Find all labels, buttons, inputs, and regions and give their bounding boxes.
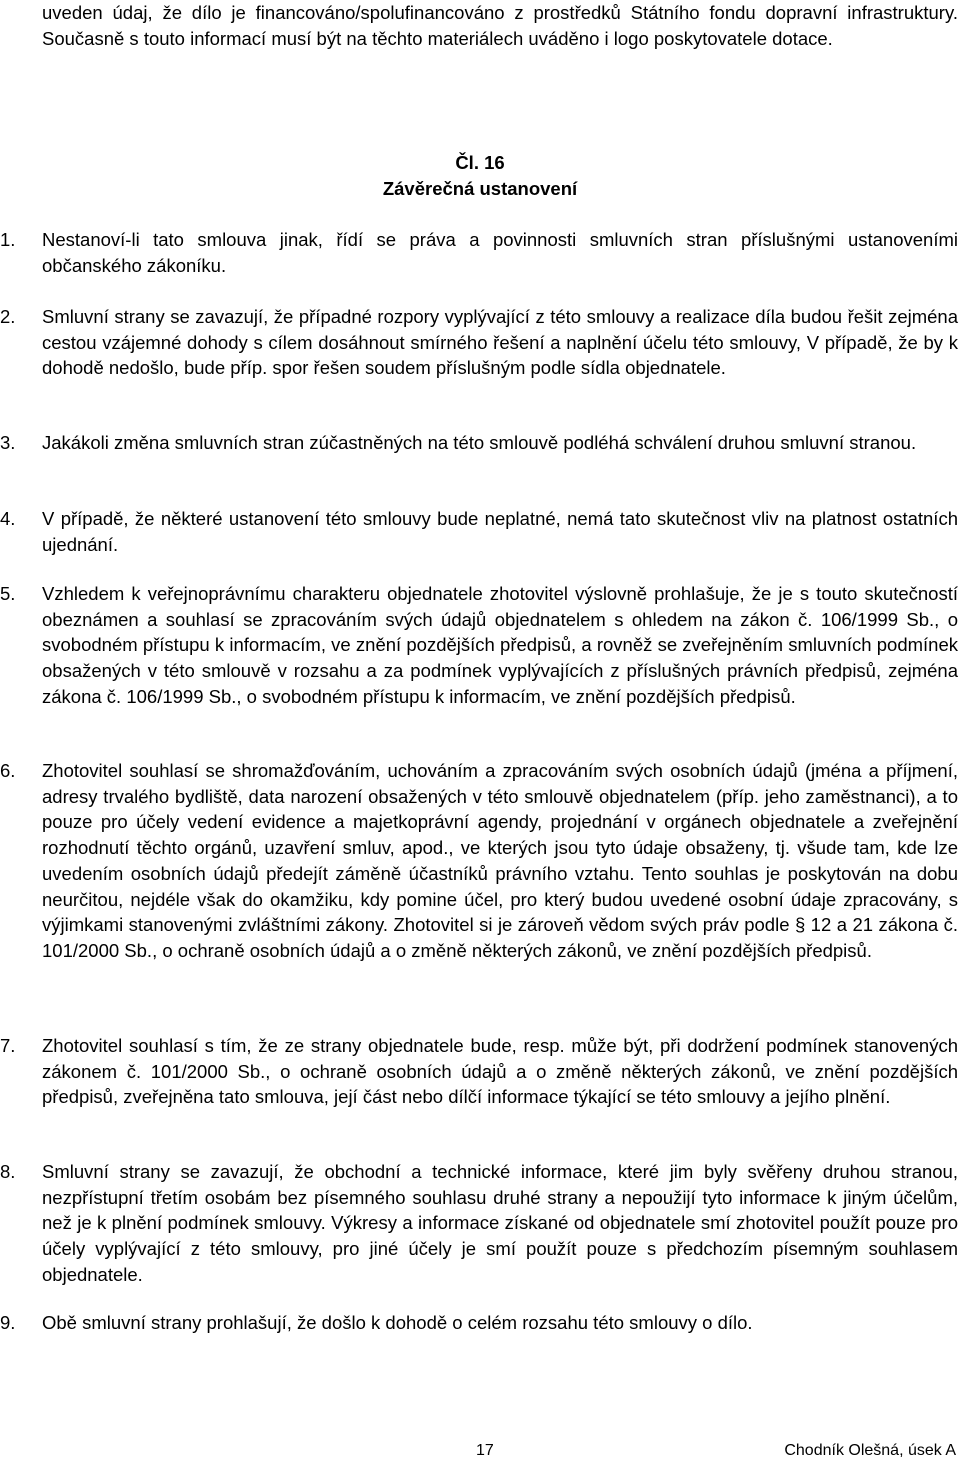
item-number: 2. (0, 306, 16, 327)
item-number: 9. (0, 1312, 16, 1333)
item-text: Zhotovitel souhlasí s tím, že ze strany objednatele bude, resp. může být, při dodržení podmínek stanovených zákonem č. 101/2000 Sb., o ochraně osobních údajů a o změně některých zákonů, ve znění pozdějších předpisů, zveřejněna tato smlouva, její část nebo dílčí informace týkající se této smlouvy a jejího plnění. (42, 1035, 958, 1108)
item-text: Smluvní strany se zavazují, že obchodní a technické informace, které jim byly svěřeny druhou stranou, nezpřístupní třetím osobám bez písemného souhlasu druhé strany a nepoužijí tyto informace k jiným účelům, než je k plnění podmínek smlouvy. Výkresy a informace získané od objednatele smí zhotovitel použít pouze pro účely vyplývající z této smlouvy, pro jiné účely je smí použít pouze s předchozím písemným souhlasem objednatele. (42, 1161, 958, 1285)
item-number: 4. (0, 508, 16, 529)
document-title: Chodník Olešná, úsek A (784, 1442, 956, 1459)
item-text: Zhotovitel souhlasí se shromažďováním, uchováním a zpracováním svých osobních údajů (jména a příjmení, adresy trvalého bydliště, data narození obsažených v této smlouvě objednatelem (příp. jeho zaměstnanci), a to pouze pro účely vedení evidence a majetkoprávní agendy, projednání v orgánech objednatele a zveřejnění rozhodnutí těchto orgánů, uzavření smluv, apod., ve kterých jsou tyto údaje obsaženy, tj. všude tam, kde lze uvedením osobních údajů předejít záměně účastníků právního vztahu. Tento souhlas je poskytován na dobu neurčitou, nejdéle však do okamžiku, kdy pomine účel, pro který budou uvedené osobní údaje zpracovány, s výjimkami stanovenými zvláštními zákony. Zhotovitel si je zároveň vědom svých práv podle § 12 a 21 zákona č. 101/2000 Sb., o ochraně osobních údajů a o změně některých zákonů, ve znění pozdějších předpisů. (42, 760, 958, 961)
item-text: Jakákoli změna smluvních stran zúčastněných na této smlouvě podléhá schválení druhou smluvní stranou. (42, 432, 917, 453)
page-number: 17 (476, 1442, 494, 1459)
item-text: Smluvní strany se zavazují, že případné rozpory vyplývající z této smlouvy a realizace díla budou řešit zejména cestou vzájemné dohody s cílem dosáhnout smírného řešení a naplnění účelu této smlouvy, V případě, že by k dohodě nedošlo, bude příp. spor řešen soudem příslušným podle sídla objednatele. (42, 306, 958, 379)
item-number: 8. (0, 1161, 16, 1182)
item-number: 3. (0, 432, 16, 453)
item-text: Nestanoví-li tato smlouva jinak, řídí se práva a povinnosti smluvních stran příslušnými ustanoveními občanského zákoníku. (42, 229, 958, 276)
intro-paragraph: uveden údaj, že dílo je financováno/spolufinancováno z prostředků Státního fondu dopravní infrastruktury. Současně s touto informací musí být na těchto materiálech uváděno i logo poskytovatele dotace. (42, 2, 958, 49)
item-number: 1. (0, 229, 16, 250)
article-number: Čl. 16 (455, 152, 505, 173)
article-title: Závěrečná ustanovení (382, 178, 578, 199)
item-text: V případě, že některé ustanovení této smlouvy bude neplatné, nemá tato skutečnost vliv na platnost ostatních ujednání. (42, 508, 958, 555)
item-number: 7. (0, 1035, 16, 1056)
item-number: 6. (0, 760, 16, 781)
item-text: Obě smluvní strany prohlašují, že došlo k dohodě o celém rozsahu této smlouvy o dílo. (42, 1312, 753, 1333)
item-number: 5. (0, 583, 16, 604)
item-text: Vzhledem k veřejnoprávnímu charakteru objednatele zhotovitel výslovně prohlašuje, že je s touto skutečností obeznámen a souhlasí se zpracováním svých údajů objednatelem s ohledem na zákon č. 106/1999 Sb., o svobodném přístupu k informacím, ve znění pozdějších předpisů, a rovněž se zveřejněním smluvních podmínek obsažených v této smlouvě v rozsahu a za podmínek vyplývajících z příslušných právních předpisů, zejména zákona č. 106/1999 Sb., o svobodném přístupu k informacím, ve znění pozdějších předpisů. (42, 583, 958, 707)
